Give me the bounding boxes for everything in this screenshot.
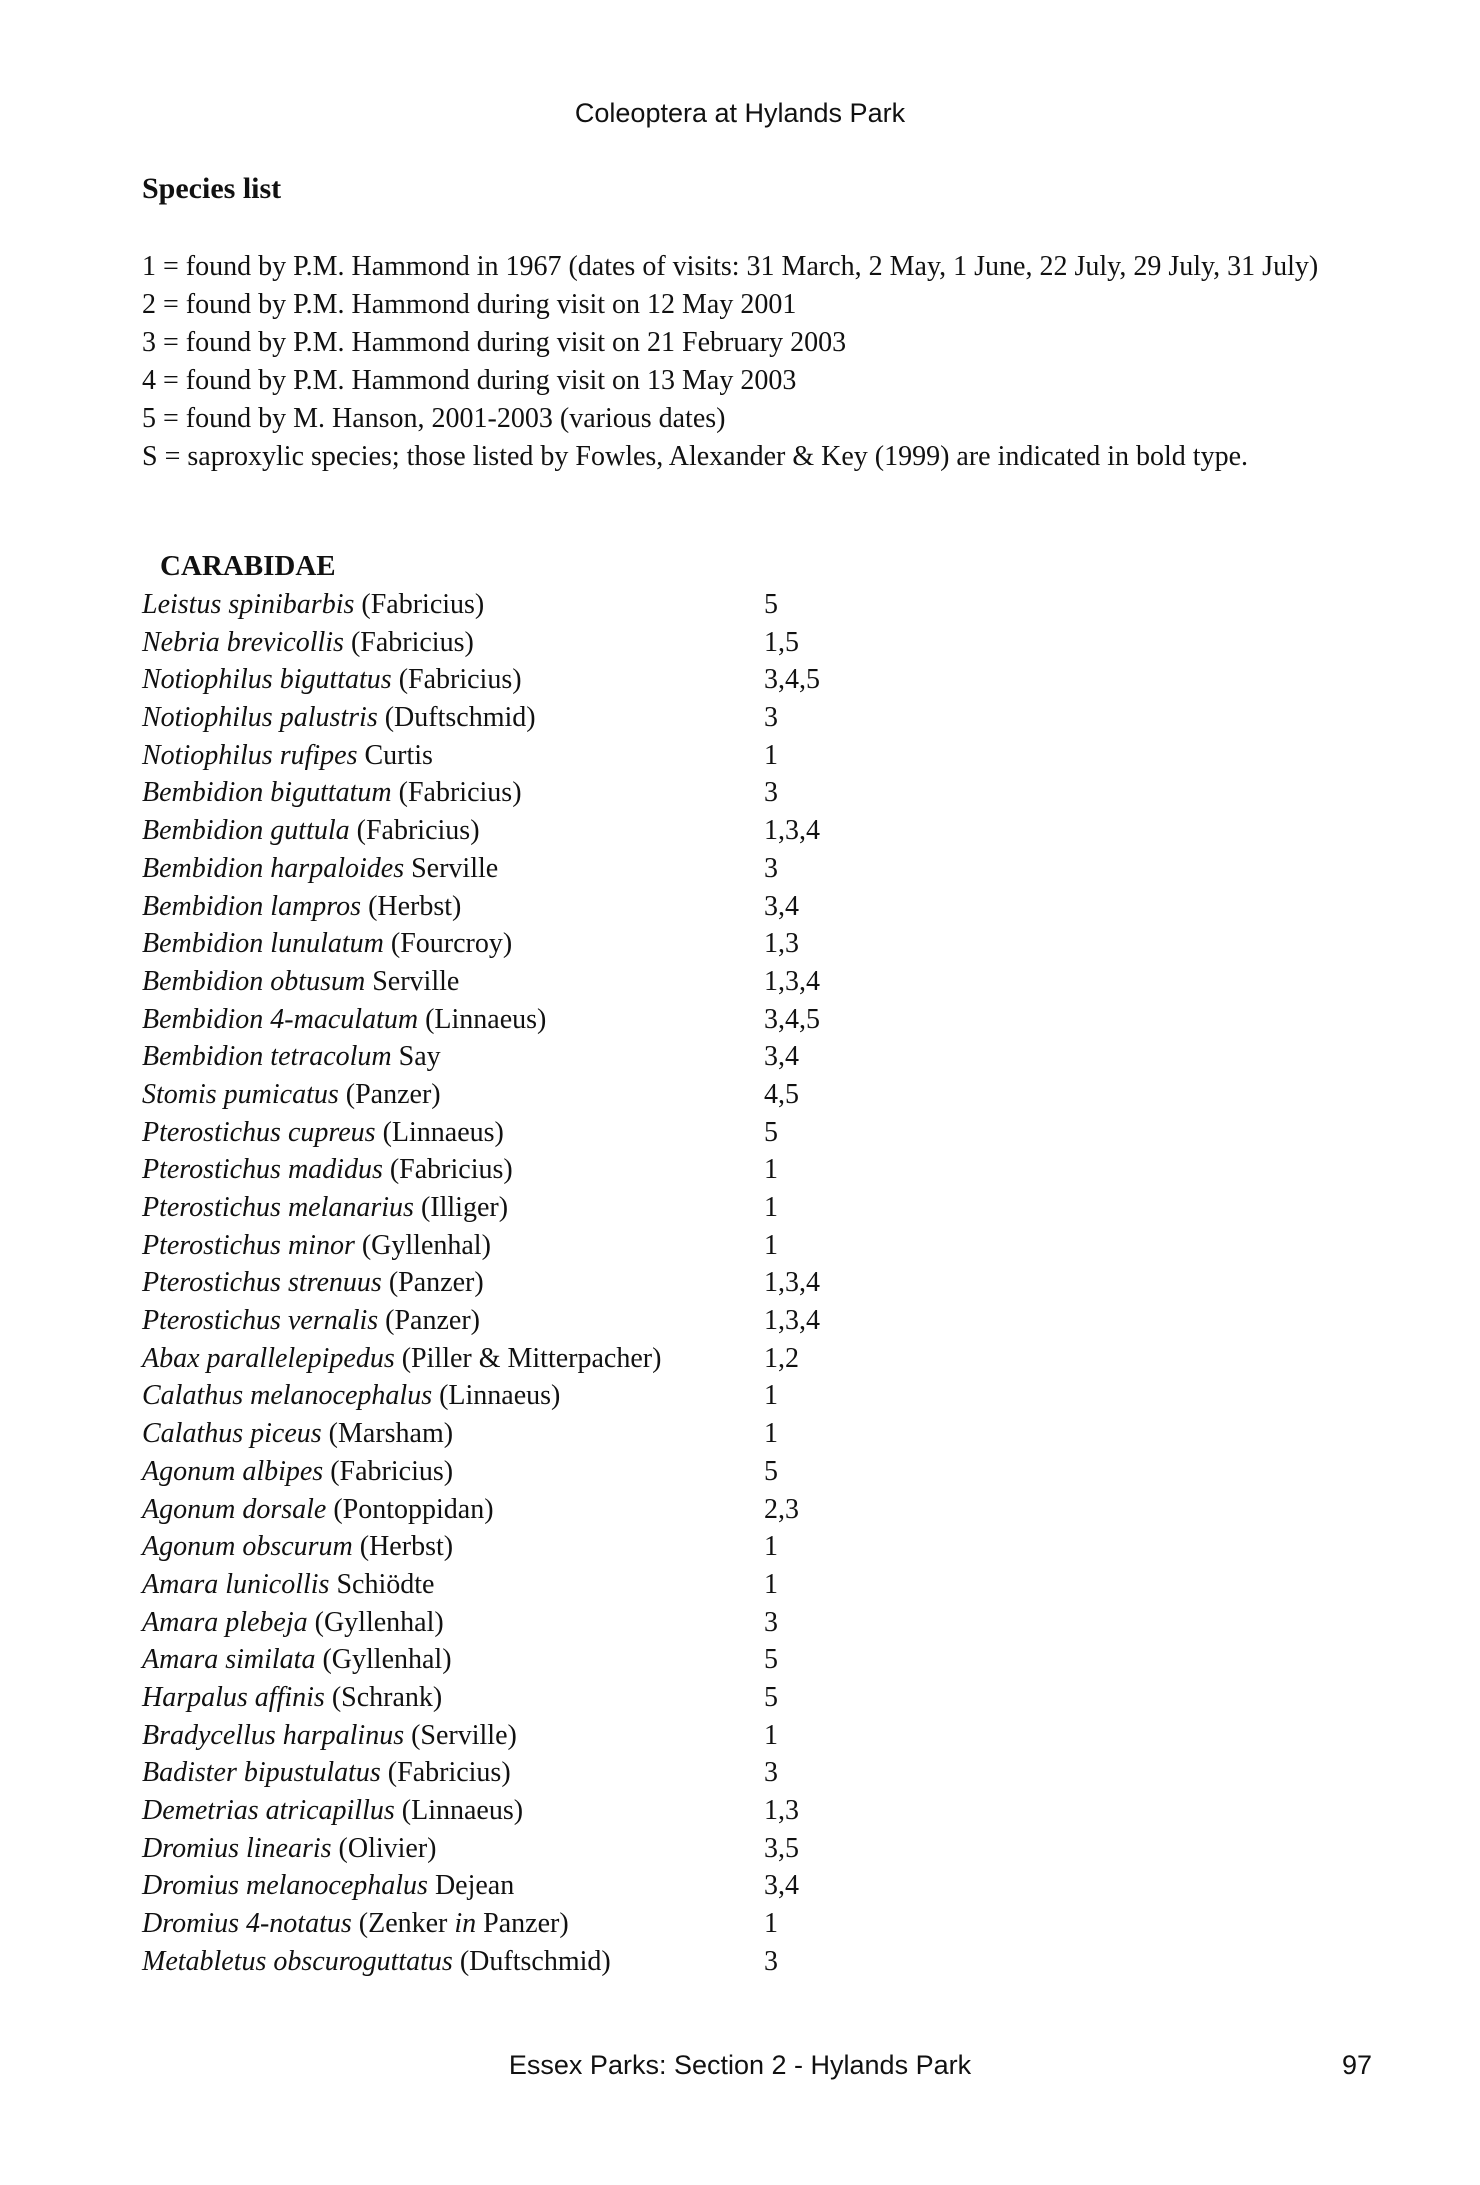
species-name-cell	[142, 1679, 442, 1717]
species-row	[142, 624, 942, 662]
scientific-name: Amara similata	[142, 1644, 316, 1676]
scientific-name: Dromius linearis	[142, 1832, 332, 1864]
species-name-cell	[142, 1076, 441, 1114]
record-codes: 3,4	[764, 1870, 799, 1902]
species-name-cell	[142, 963, 459, 1001]
species-name-cell	[142, 1453, 453, 1491]
species-name-cell	[142, 1227, 491, 1265]
species-row	[142, 1754, 942, 1792]
key-line: 2 = found by P.M. Hammond during visit on 12 May 2001	[142, 289, 797, 320]
species-row	[142, 1905, 942, 1943]
species-name-cell	[142, 624, 474, 662]
species-name-cell	[142, 1189, 508, 1227]
species-name-cell	[142, 1038, 441, 1076]
record-codes: 1	[764, 1229, 778, 1261]
species-name-cell	[142, 1641, 452, 1679]
author-name: (Schrank)	[324, 1681, 443, 1713]
species-row	[142, 699, 942, 737]
author-name: (Panzer)	[338, 1078, 441, 1110]
author-name: (Fabricius)	[323, 1455, 454, 1487]
scientific-name: Agonum albipes	[142, 1455, 324, 1487]
species-row	[142, 1001, 942, 1039]
record-codes: 1	[764, 1719, 778, 1751]
in-italic: in	[454, 1908, 477, 1940]
species-name-cell	[142, 812, 480, 850]
species-name-cell	[142, 661, 522, 699]
author-name: (Linnaeus)	[394, 1795, 524, 1826]
author-name: (Duftschmid)	[377, 702, 536, 734]
species-row	[142, 1189, 942, 1227]
author-name: (Fabricius)	[354, 589, 485, 620]
scientific-name: Bradycellus harpalinus	[142, 1719, 405, 1751]
record-codes: 3	[764, 702, 778, 734]
species-row	[142, 1264, 942, 1302]
scientific-name: Pterostichus madidus	[142, 1154, 383, 1186]
author-name: (Duftschmid)	[452, 1945, 611, 1977]
scientific-name: Stomis pumicatus	[142, 1078, 339, 1110]
scientific-name: Agonum obscurum	[142, 1531, 353, 1563]
key-line: 5 = found by M. Hanson, 2001-2003 (various dates)	[142, 403, 726, 434]
author-name: Serville	[365, 965, 460, 997]
record-codes: 3	[764, 1945, 778, 1977]
key-line: 4 = found by P.M. Hammond during visit on 13 May 2003	[142, 365, 797, 396]
species-row	[142, 1038, 942, 1076]
record-codes: 1,2	[764, 1342, 799, 1374]
record-codes: 1	[764, 1531, 778, 1563]
species-table	[142, 586, 942, 1980]
species-name-cell	[142, 1604, 444, 1642]
author-name: (Linnaeus)	[418, 1003, 547, 1035]
scientific-name: Amara lunicollis	[142, 1568, 330, 1600]
key-line: S = saproxylic species; those listed by Fowles, Alexander & Key (1999) are indicated in bold type.	[142, 441, 1248, 472]
author-name: (Pontoppidan)	[326, 1493, 494, 1525]
author-name: (Fabricius)	[349, 815, 480, 847]
scientific-name: Notiophilus palustris	[142, 702, 378, 734]
author-name: (Fabricius)	[343, 626, 474, 658]
species-row	[142, 1453, 942, 1491]
species-name-cell	[142, 1867, 514, 1905]
record-codes: 1	[764, 739, 778, 771]
author-name: (Fabricius)	[391, 664, 522, 696]
scientific-name: Notiophilus rufipes	[142, 739, 358, 771]
species-row	[142, 1604, 942, 1642]
scientific-name: Nebria brevicollis	[142, 626, 344, 658]
record-codes: 1	[764, 1568, 778, 1600]
scientific-name: Pterostichus minor	[142, 1229, 355, 1261]
species-row	[142, 1792, 942, 1830]
scientific-name: Leistus spinibarbis	[142, 589, 355, 620]
species-name-cell	[142, 1340, 661, 1378]
species-name-cell	[142, 1415, 453, 1453]
running-header: Coleoptera at Hylands Park	[574, 98, 906, 128]
author-name: Serville	[404, 852, 499, 884]
scientific-name: Harpalus affinis	[142, 1681, 325, 1713]
author-name: (Panzer)	[378, 1305, 480, 1337]
species-row	[142, 850, 942, 888]
record-codes: 1,3,4	[764, 1267, 820, 1299]
record-key	[142, 248, 1382, 476]
record-codes: 3	[764, 1606, 778, 1638]
scientific-name: Abax parallelepipedus	[142, 1342, 395, 1374]
author-name: Curtis	[357, 739, 433, 771]
scientific-name: Demetrias atricapillus	[142, 1795, 395, 1826]
species-row	[142, 1679, 942, 1717]
species-row	[142, 925, 942, 963]
author-name: (Olivier)	[331, 1832, 437, 1864]
species-name-cell	[142, 1943, 611, 1981]
species-name-cell	[142, 774, 522, 812]
species-name-cell	[142, 1491, 494, 1529]
scientific-name: Badister bipustulatus	[142, 1757, 381, 1789]
record-codes: 1	[764, 1192, 778, 1223]
record-codes: 1	[764, 1154, 778, 1186]
record-codes: 3,4	[764, 1041, 799, 1073]
species-row	[142, 1830, 942, 1868]
key-line: 3 = found by P.M. Hammond during visit on 21 February 2003	[142, 327, 847, 358]
species-name-cell	[142, 586, 484, 624]
species-row	[142, 1641, 942, 1679]
species-row	[142, 1566, 942, 1604]
species-name-cell	[142, 1528, 453, 1566]
author-name: (Illiger)	[413, 1192, 509, 1223]
species-name-cell	[142, 925, 512, 963]
scientific-name: Amara plebeja	[142, 1606, 308, 1638]
author-name: (Gyllenhal)	[307, 1606, 444, 1638]
author-name: (Herbst)	[352, 1531, 454, 1563]
author-name: (Zenker in Panzer)	[351, 1908, 569, 1940]
record-codes: 5	[764, 589, 778, 620]
record-codes: 1	[764, 1380, 778, 1412]
species-name-cell	[142, 888, 461, 926]
record-codes: 3,5	[764, 1832, 799, 1864]
key-line: 1 = found by P.M. Hammond in 1967 (dates of visits: 31 March, 2 May, 1 June, 22 July, 29 July, 31 July)	[142, 251, 1319, 282]
species-name-cell	[142, 1754, 511, 1792]
species-row	[142, 1717, 942, 1755]
author-name: Dejean	[427, 1870, 515, 1902]
species-name-cell	[142, 1717, 517, 1755]
record-codes: 5	[764, 1644, 778, 1676]
scientific-name: Bembidion harpaloides	[142, 852, 405, 884]
record-codes: 1,3,4	[764, 1305, 820, 1337]
species-row	[142, 1491, 942, 1529]
author-name: (Fabricius)	[380, 1757, 511, 1789]
author-name: (Fabricius)	[382, 1154, 513, 1186]
species-name-cell	[142, 699, 536, 737]
scientific-name: Bembidion biguttatum	[142, 777, 392, 809]
record-codes: 3,4	[764, 890, 799, 922]
section-title: Species list	[142, 172, 282, 205]
species-row	[142, 1227, 942, 1265]
record-codes: 1	[764, 1418, 778, 1450]
scientific-name: Bembidion lunulatum	[142, 928, 384, 960]
record-codes: 3	[764, 1757, 778, 1789]
author-name: (Fourcroy)	[383, 928, 513, 960]
author-name: (Gyllenhal)	[354, 1229, 491, 1261]
author-name: Schiödte	[329, 1568, 435, 1600]
scientific-name: Pterostichus vernalis	[142, 1305, 379, 1337]
scientific-name: Bembidion 4-maculatum	[142, 1003, 419, 1035]
scientific-name: Metabletus obscuroguttatus	[142, 1945, 453, 1977]
record-codes: 1,5	[764, 626, 799, 658]
species-name-cell	[142, 1905, 569, 1943]
species-name-cell	[142, 1830, 437, 1868]
scientific-name: Bembidion lampros	[142, 890, 362, 922]
record-codes: 3,4,5	[764, 1003, 820, 1035]
species-row	[142, 586, 942, 624]
species-row	[142, 1377, 942, 1415]
scientific-name: Calathus piceus	[142, 1418, 322, 1450]
scientific-name: Pterostichus strenuus	[142, 1267, 382, 1299]
species-row	[142, 737, 942, 775]
species-row	[142, 661, 942, 699]
running-footer: Essex Parks: Section 2 - Hylands Park	[508, 2050, 972, 2080]
species-row	[142, 1943, 942, 1981]
record-codes: 4,5	[764, 1078, 799, 1110]
species-row	[142, 1151, 942, 1189]
record-codes: 1,3,4	[764, 965, 820, 997]
species-name-cell	[142, 1001, 546, 1039]
author-name: (Panzer)	[381, 1267, 484, 1299]
species-name-cell	[142, 1566, 434, 1604]
species-row	[142, 1867, 942, 1905]
record-codes: 5	[764, 1455, 778, 1487]
species-row	[142, 1076, 942, 1114]
species-row	[142, 1302, 942, 1340]
record-codes: 1,3,4	[764, 815, 820, 847]
scientific-name: Bembidion obtusum	[142, 965, 366, 997]
scientific-name: Dromius melanocephalus	[142, 1870, 428, 1902]
species-name-cell	[142, 1114, 504, 1152]
author-name: Say	[391, 1041, 441, 1073]
scientific-name: Bembidion guttula	[142, 815, 350, 847]
author-name: (Linnaeus)	[432, 1380, 561, 1412]
record-codes: 3,4,5	[764, 664, 820, 696]
species-name-cell	[142, 737, 433, 775]
record-codes: 3	[764, 852, 778, 884]
species-row	[142, 1114, 942, 1152]
species-name-cell	[142, 1302, 480, 1340]
record-codes: 1,3	[764, 928, 799, 960]
author-name: (Linnaeus)	[375, 1116, 504, 1148]
record-codes: 1	[764, 1908, 778, 1940]
author-name: (Gyllenhal)	[315, 1644, 452, 1676]
scientific-name: Bembidion tetracolum	[142, 1041, 392, 1073]
scientific-name: Calathus melanocephalus	[142, 1380, 433, 1412]
species-name-cell	[142, 850, 498, 888]
record-codes: 5	[764, 1116, 778, 1148]
scientific-name: Notiophilus biguttatus	[142, 664, 392, 696]
species-name-cell	[142, 1151, 513, 1189]
scientific-name: Agonum dorsale	[142, 1493, 327, 1525]
species-name-cell	[142, 1792, 523, 1830]
author-name: (Herbst)	[361, 890, 462, 922]
species-row	[142, 812, 942, 850]
author-name: (Piller & Mitterpacher)	[394, 1342, 662, 1374]
species-row	[142, 888, 942, 926]
species-row	[142, 774, 942, 812]
record-codes: 2,3	[764, 1493, 799, 1525]
record-codes: 5	[764, 1681, 778, 1713]
family-heading: CARABIDAE	[160, 550, 336, 582]
species-row	[142, 963, 942, 1001]
record-codes: 1,3	[764, 1795, 799, 1826]
author-name: (Serville)	[404, 1719, 517, 1751]
species-row	[142, 1415, 942, 1453]
page-number: 97	[1341, 2050, 1372, 2080]
species-row	[142, 1528, 942, 1566]
species-name-cell	[142, 1264, 484, 1302]
species-name-cell	[142, 1377, 560, 1415]
record-codes: 3	[764, 777, 778, 809]
author-name: (Marsham)	[321, 1418, 454, 1450]
author-name: (Fabricius)	[391, 777, 522, 809]
scientific-name: Pterostichus cupreus	[142, 1116, 376, 1148]
scientific-name: Pterostichus melanarius	[142, 1192, 414, 1223]
species-row	[142, 1340, 942, 1378]
scientific-name: Dromius 4-notatus	[142, 1908, 352, 1940]
